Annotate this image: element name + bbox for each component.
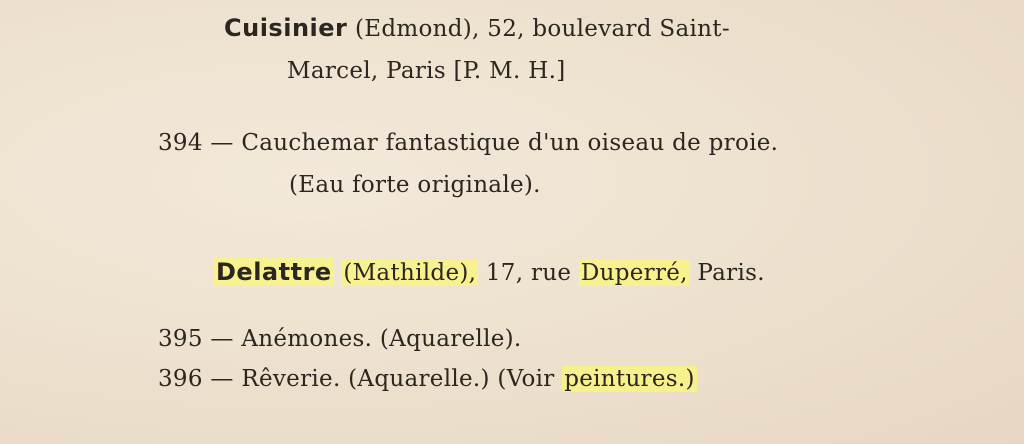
entry-cuisinier-heading [224,14,730,42]
work-title: Anémones. (Aquarelle). [241,326,522,352]
work-394 [158,130,778,156]
work-dash: — [202,366,242,392]
work-reference-highlight: peintures.) [564,366,695,392]
work-396 [158,366,697,392]
artist-details-cuisinier: (Edmond), 52, boulevard Saint- [347,16,730,42]
entry-delattre-heading [214,258,765,286]
artist-name-cuisinier: Cuisinier [224,14,348,42]
artist-given-name-delattre: (Mathilde), [343,260,477,286]
work-medium: (Eau forte originale). [289,172,541,198]
artist-name-delattre: Delattre [216,258,332,286]
work-number: 395 [158,326,203,352]
work-dash: — [202,326,242,352]
artist-city: Paris. [689,260,765,286]
work-number: 396 [158,366,203,392]
work-title: Cauchemar fantastique d'un oiseau de proie. [241,130,779,156]
work-395 [158,326,522,352]
artist-address-part: 17, rue [478,260,579,286]
work-dash: — [202,130,242,156]
work-title: Rêverie. (Aquarelle.) (Voir [241,366,563,392]
work-number: 394 [158,130,203,156]
artist-street-delattre: Duperré, [580,260,688,286]
entry-cuisinier-address [287,58,565,84]
work-394-continuation [289,172,541,198]
artist-address-cuisinier: Marcel, Paris [P. M. H.] [287,58,566,84]
